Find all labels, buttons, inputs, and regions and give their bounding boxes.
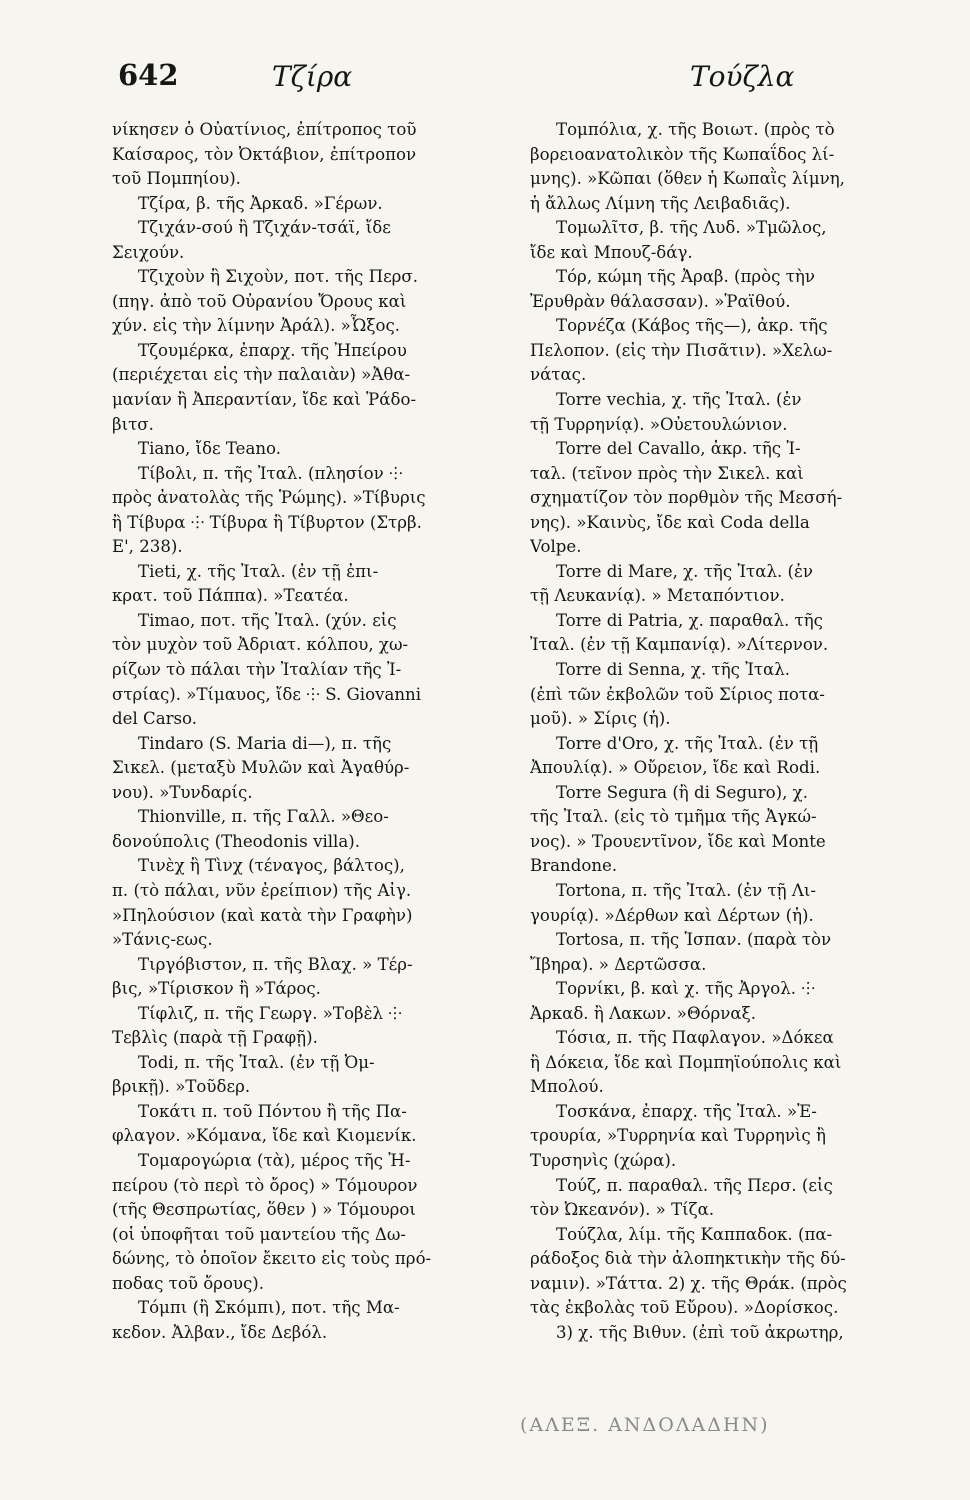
- text-line: Torre di Senna, χ. τῆς Ἰταλ.: [556, 660, 791, 680]
- text-line: Torre d'Oro, χ. τῆς Ἰταλ. (ἐν τῇ: [556, 733, 819, 753]
- text-line: τρουρία, »Τυρρηνία καὶ Τυρρηνὶς ἢ: [530, 1126, 826, 1146]
- text-line: Brandone.: [530, 856, 618, 876]
- text-line: Tortona, π. τῆς Ἰταλ. (ἐν τῇ Λι-: [556, 880, 816, 900]
- text-line: βιτσ.: [112, 414, 154, 434]
- text-line: πρὸς ἀνατολὰς τῆς Ῥώμης). »Τίβυρις: [112, 488, 426, 508]
- text-line: ράδοξος διὰ τὴν ἀλοπηκτικὴν τῆς δύ-: [530, 1249, 846, 1269]
- text-line: Torre di Mare, χ. τῆς Ἰταλ. (ἐν: [556, 561, 813, 581]
- text-line: φλαγον. »Κόμανα, ἴδε καὶ Κιομενίκ.: [112, 1126, 417, 1146]
- text-line: Ἀρκαδ. ἢ Λακων. »Θόρναξ.: [530, 1003, 757, 1023]
- text-line: Τζιχοὺν ἢ Σιχοὺν, ποτ. τῆς Περσ.: [138, 267, 419, 287]
- text-line: Torre di Patria, χ. παραθαλ. τῆς: [556, 610, 823, 630]
- text-line: ρίζων τὸ πάλαι τὴν Ἰταλίαν τῆς Ἰ-: [112, 660, 402, 680]
- text-line: Τορνέζα (Κάβος τῆς—), ἀκρ. τῆς: [556, 316, 828, 336]
- text-line: ναμιν). »Τάττα. 2) χ. τῆς Θράκ. (πρὸς: [530, 1273, 847, 1293]
- text-line: Timao, ποτ. τῆς Ἰταλ. (χύν. εἰς: [138, 610, 397, 630]
- text-line: Tiano, ἴδε Teano.: [138, 439, 282, 459]
- text-line: Τούζ, π. παραθαλ. τῆς Περσ. (εἰς: [556, 1175, 833, 1195]
- text-line: Thionville, π. τῆς Γαλλ. »Θεο-: [138, 807, 389, 827]
- text-line: κεδον. Ἀλβαν., ἴδε Δεβόλ.: [112, 1322, 328, 1342]
- text-line: ἡ ἄλλως Λίμνη τῆς Λειβαδιᾶς).: [530, 193, 791, 213]
- text-line: νάτας.: [530, 365, 587, 385]
- text-line: μοῦ). » Σίρις (ἡ).: [530, 709, 671, 729]
- text-line: νίκησεν ὁ Οὐατίνιος, ἐπίτροπος τοῦ: [112, 120, 417, 139]
- text-line: (πηγ. ἀπὸ τοῦ Οὐρανίου Ὄρους καὶ: [112, 291, 407, 311]
- text-line: 3) χ. τῆς Βιθυν. (ἐπὶ τοῦ ἀκρωτηρ,: [556, 1322, 844, 1342]
- text-line: τοῦ Πομπηίου).: [112, 169, 241, 189]
- text-line: Torre Segura (ἢ di Seguro), χ.: [556, 782, 808, 802]
- text-line: »Τάνις-εως.: [112, 930, 213, 950]
- text-line: Τεβλὶς (παρὰ τῇ Γραφῇ).: [112, 1028, 318, 1048]
- text-line: Τομωλῖτσ, β. τῆς Λυδ. »Τμῶλος,: [556, 218, 827, 238]
- text-line: Τίφλιζ, π. τῆς Γεωργ. »Τοβὲλ ⸭: [138, 1003, 402, 1023]
- right-running-head: Τούζλα: [690, 60, 795, 93]
- text-line: μανίαν ἢ Ἀπεραντίαν, ἴδε καὶ Ῥάδο-: [112, 390, 417, 410]
- left-column: [112, 118, 512, 1345]
- text-line: βρικῇ). »Τοῦδερ.: [112, 1077, 251, 1097]
- text-line: Τόσια, π. τῆς Παφλαγον. »Δόκεα: [556, 1028, 834, 1048]
- text-line: Σειχούν.: [112, 242, 185, 262]
- text-line: ἢ Δόκεια, ἴδε καὶ Πομπηϊούπολις καὶ: [530, 1052, 842, 1072]
- text-line: (περιέχεται εἰς τὴν παλαιὰν) »Ἀθα-: [112, 365, 411, 385]
- text-line: Σικελ. (μεταξὺ Μυλῶν καὶ Ἀγαθύρ-: [112, 758, 410, 778]
- right-column: [530, 118, 930, 1345]
- text-line: Ε', 238).: [112, 537, 183, 557]
- text-line: τῆς Ἰταλ. (εἰς τὸ τμῆμα τῆς Ἀγκώ-: [530, 807, 817, 827]
- text-line: Τζίρα, β. τῆς Ἀρκαδ. »Γέρων.: [138, 193, 383, 213]
- text-line: νης). »Καινὺς, ἴδε καὶ Coda della: [530, 512, 810, 532]
- text-line: Τούζλα, λίμ. τῆς Καππαδοκ. (πα-: [556, 1224, 833, 1244]
- text-line: δονούπολις (Theodonis villa).: [112, 831, 361, 851]
- text-line: Τορνίκι, β. καὶ χ. τῆς Ἀργολ. ⸭: [556, 979, 815, 999]
- text-line: Τομαρογώρια (τὰ), μέρος τῆς Ἠ-: [138, 1150, 411, 1170]
- text-line: Τζιχάν-σού ἢ Τζιχάν-τσάϊ, ἴδε: [138, 218, 391, 238]
- text-line: νος). » Τρουεντῖνον, ἴδε καὶ Monte: [530, 831, 826, 851]
- text-line: Tindaro (S. Maria di—), π. τῆς: [138, 733, 392, 753]
- text-line: Torre del Cavallo, ἀκρ. τῆς Ἰ-: [556, 439, 801, 459]
- text-line: Tortosa, π. τῆς Ἱσπαν. (παρὰ τὸν: [556, 930, 832, 950]
- text-line: π. (τὸ πάλαι, νῦν ἐρείπιον) τῆς Αἰγ.: [112, 880, 412, 900]
- text-line: (ἐπὶ τῶν ἐκβολῶν τοῦ Σίριος ποτα-: [530, 684, 825, 704]
- text-line: Τοκάτι π. τοῦ Πόντου ἢ τῆς Πα-: [138, 1101, 407, 1121]
- text-line: Τομπόλια, χ. τῆς Βοιωτ. (πρὸς τὸ: [556, 120, 835, 139]
- text-line: τῇ Τυρρηνίᾳ). »Οὐετουλώνιον.: [530, 414, 788, 434]
- text-line: Todi, π. τῆς Ἰταλ. (ἐν τῇ Ὀμ-: [138, 1052, 375, 1072]
- text-line: στρίας). »Τίμαυος, ἴδε ⸭ S. Giovanni: [112, 684, 422, 704]
- text-line: κρατ. τοῦ Πάππα). »Τεατέα.: [112, 586, 349, 606]
- text-line: Πελοπον. (εἰς τὴν Πισᾶτιν). »Χελω-: [530, 340, 833, 360]
- text-line: Τζουμέρκα, ἐπαρχ. τῆς Ἠπείρου: [138, 340, 407, 360]
- text-line: γουρίᾳ). »Δέρθων καὶ Δέρτων (ἡ).: [530, 905, 814, 925]
- text-line: πείρου (τὸ περὶ τὸ ὄρος) » Τόμουρον: [112, 1175, 418, 1195]
- text-line: δώνης, τὸ ὁποῖον ἔκειτο εἰς τοὺς πρό-: [112, 1249, 432, 1269]
- text-line: τῇ Λευκανίᾳ). » Μεταπόντιον.: [530, 586, 785, 606]
- text-line: βορειοανατολικὸν τῆς Κωπαΐδος λί-: [530, 144, 835, 164]
- text-line: Τινὲχ ἢ Τὶνχ (τέναγος, βάλτος),: [138, 856, 405, 876]
- text-line: Τοσκάνα, ἐπαρχ. τῆς Ἰταλ. »Ἐ-: [556, 1101, 817, 1121]
- page-number: 642: [118, 58, 179, 92]
- text-line: Τόμπι (ἢ Σκόμπι), ποτ. τῆς Μα-: [138, 1298, 400, 1318]
- text-line: (τῆς Θεσπρωτίας, ὅθεν ) » Τόμουροι: [112, 1200, 416, 1220]
- text-line: τὰς ἐκβολὰς τοῦ Εὔρου). »Δορίσκος.: [530, 1298, 839, 1318]
- text-line: Ἰταλ. (ἐν τῇ Καμπανίᾳ). »Λίτερνον.: [530, 635, 829, 655]
- text-line: del Carso.: [112, 709, 198, 729]
- text-line: βις, »Τίρισκον ἢ »Τάρος.: [112, 979, 321, 999]
- text-line: (οἱ ὑποφῆται τοῦ μαντείου τῆς Δω-: [112, 1224, 407, 1244]
- text-line: Τίβολι, π. τῆς Ἰταλ. (πλησίον ⸭: [138, 463, 403, 483]
- text-line: σχηματίζον τὸν πορθμὸν τῆς Μεσσή-: [530, 488, 843, 508]
- text-line: Volpe.: [530, 537, 582, 557]
- text-line: »Πηλούσιον (καὶ κατὰ τὴν Γραφὴν): [112, 905, 413, 925]
- text-line: Μπολού.: [530, 1077, 604, 1097]
- text-line: ἴδε καὶ Μπουζ-δάγ.: [530, 242, 693, 262]
- text-line: Torre vechia, χ. τῆς Ἰταλ. (ἐν: [556, 390, 802, 410]
- text-line: Tieti, χ. τῆς Ἰταλ. (ἐν τῇ ἐπι-: [138, 561, 379, 581]
- left-running-head: Τζίρα: [272, 60, 353, 93]
- text-line: Τόρ, κώμη τῆς Ἀραβ. (πρὸς τὴν: [556, 267, 815, 287]
- text-line: ἢ Τίβυρα ⸭ Τίβυρα ἢ Τίβυρτον (Στρβ.: [112, 512, 422, 532]
- signature-footer: (ΑΛΕΞ. ΑΝΔΟΛΑΔΗΝ): [520, 1414, 770, 1436]
- text-line: Τιργόβιστον, π. τῆς Βλαχ. » Τέρ-: [138, 954, 413, 974]
- text-line: Ἐρυθρὰν θάλασσαν). »Ῥαϊθού.: [530, 291, 791, 311]
- text-line: χύν. εἰς τὴν λίμνην Ἀράλ). »Ὦξος.: [112, 316, 401, 336]
- text-line: νου). »Τυνδαρίς.: [112, 782, 253, 802]
- text-line: Ἀπουλίᾳ). » Οὔρειον, ἴδε καὶ Rodi.: [530, 758, 821, 778]
- text-line: μνης). »Κῶπαι (ὅθεν ἡ Κωπαῒς λίμνη,: [530, 169, 845, 189]
- text-line: Τυρσηνὶς (χώρα).: [530, 1150, 677, 1170]
- text-line: Ἴβηρα). » Δερτῶσσα.: [530, 954, 707, 974]
- text-line: ποδας τοῦ ὄρους).: [112, 1273, 265, 1293]
- text-line: Καίσαρος, τὸν Ὀκτάβιον, ἐπίτροπον: [112, 144, 417, 164]
- text-line: τὸν Ὠκεανόν). » Τίζα.: [530, 1200, 715, 1220]
- text-line: τὸν μυχὸν τοῦ Ἀδριατ. κόλπου, χω-: [112, 635, 409, 655]
- text-line: ταλ. (τεῖνον πρὸς τὴν Σικελ. καὶ: [530, 463, 804, 483]
- page-header: [0, 58, 970, 108]
